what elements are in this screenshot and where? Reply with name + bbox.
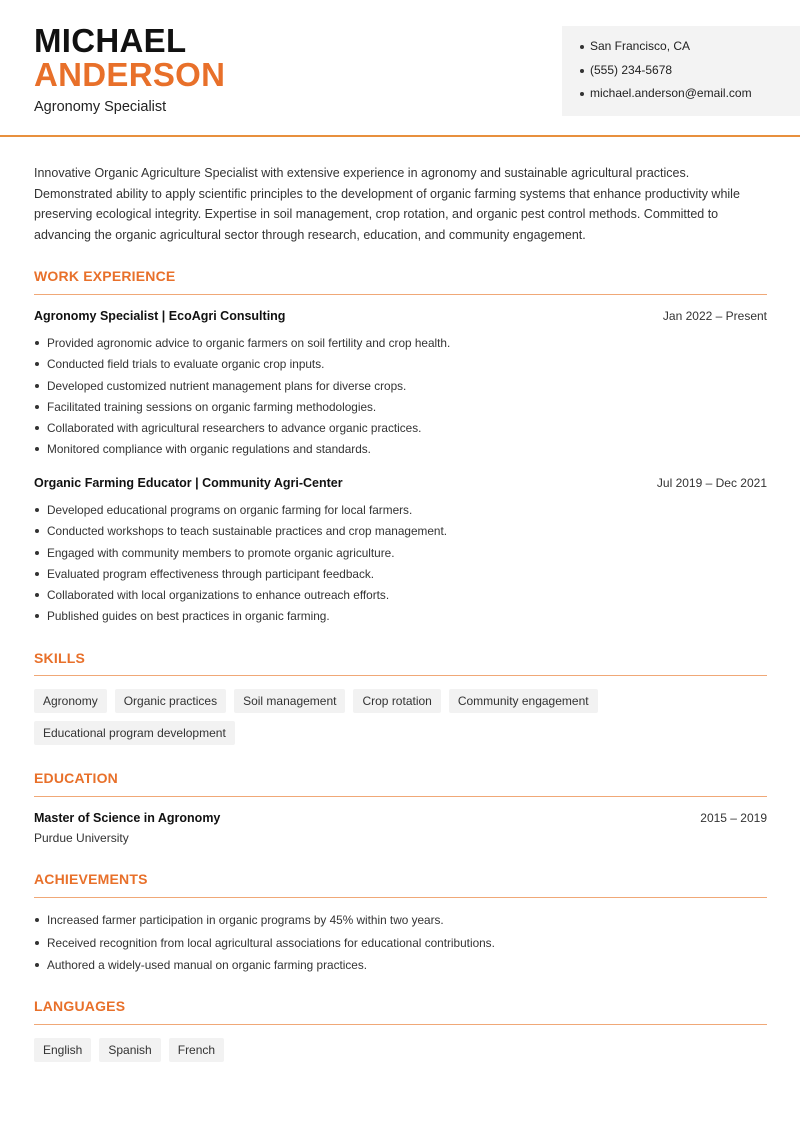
list-item: Authored a widely-used manual on organic farming practices. [34,957,767,980]
contact-box [562,26,800,116]
skills-list [34,689,774,745]
list-item: Facilitated training sessions on organic farming methodologies. [34,399,767,420]
section-divider [34,796,767,797]
contact-email[interactable]: michael.anderson@email.com [580,85,800,109]
list-item: Provided agronomic advice to organic farmers on soil fertility and crop health. [34,335,767,356]
skill-tag: Community engagement [449,689,598,713]
education-degree: Master of Science in Agronomy [34,811,221,825]
contact-phone: (555) 234-5678 [580,62,800,86]
section-divider [34,675,767,676]
resume-header [0,0,800,137]
list-item: Increased farmer participation in organic programs by 45% within two years. [34,912,767,935]
achievements-list [34,912,767,980]
summary: Innovative Organic Agriculture Specialist with extensive experience in agronomy and sustainable agricultural practices. Demonstrated ability to apply scientific principles to the development of organic farming systems that enhance productivity while preserving ecological integrity. Expertise in soil management, crop rotation, and organic pest control methods. Committed to advancing the organic agricultural sector through research, education, and community engagement. [34,166,740,242]
skill-tag: Agronomy [34,689,107,713]
education-school: Purdue University [34,831,129,845]
first-name: MICHAEL [34,22,187,59]
section-divider [34,897,767,898]
list-item: Conducted field trials to evaluate organic crop inputs. [34,356,767,377]
job-role: Organic Farming Educator | Community Agri-Center [34,476,343,490]
language-tag: French [169,1038,224,1062]
list-item: Monitored compliance with organic regulations and standards. [34,441,767,462]
list-item: Evaluated program effectiveness through participant feedback. [34,566,767,587]
job-dates: Jul 2019 – Dec 2021 [656,476,767,490]
job-bullets [34,335,767,463]
list-item: Engaged with community members to promote organic agriculture. [34,545,767,566]
last-name: ANDERSON [34,56,226,93]
language-tag: Spanish [99,1038,160,1062]
skill-tag: Organic practices [115,689,226,713]
section-title-skills: SKILLS [34,650,85,666]
list-item: Developed customized nutrient management plans for diverse crops. [34,378,767,399]
list-item: Collaborated with local organizations to enhance outreach efforts. [34,587,767,608]
skill-tag: Soil management [234,689,345,713]
skill-tag: Crop rotation [353,689,440,713]
section-divider [34,294,767,295]
section-title-work: WORK EXPERIENCE [34,268,176,284]
languages-list [34,1038,774,1062]
section-title-education: EDUCATION [34,770,118,786]
job-dates: Jan 2022 – Present [662,309,767,323]
list-item: Received recognition from local agricultural associations for educational contributions. [34,935,767,958]
job-header [34,309,767,327]
language-tag: English [34,1038,91,1062]
job-header [34,476,767,494]
contact-location: San Francisco, CA [580,38,800,62]
job-bullets [34,502,767,630]
section-divider [34,1024,767,1025]
job-role: Agronomy Specialist | EcoAgri Consulting [34,309,286,323]
list-item: Conducted workshops to teach sustainable practices and crop management. [34,523,767,544]
education-dates: 2015 – 2019 [700,811,767,825]
job-title: Agronomy Specialist [34,99,167,115]
list-item: Published guides on best practices in organic farming. [34,608,767,629]
list-item: Collaborated with agricultural researchers to advance organic practices. [34,420,767,441]
skill-tag: Educational program development [34,721,235,745]
section-title-achievements: ACHIEVEMENTS [34,871,148,887]
list-item: Developed educational programs on organic farming for local farmers. [34,502,767,523]
section-title-languages: LANGUAGES [34,998,126,1014]
